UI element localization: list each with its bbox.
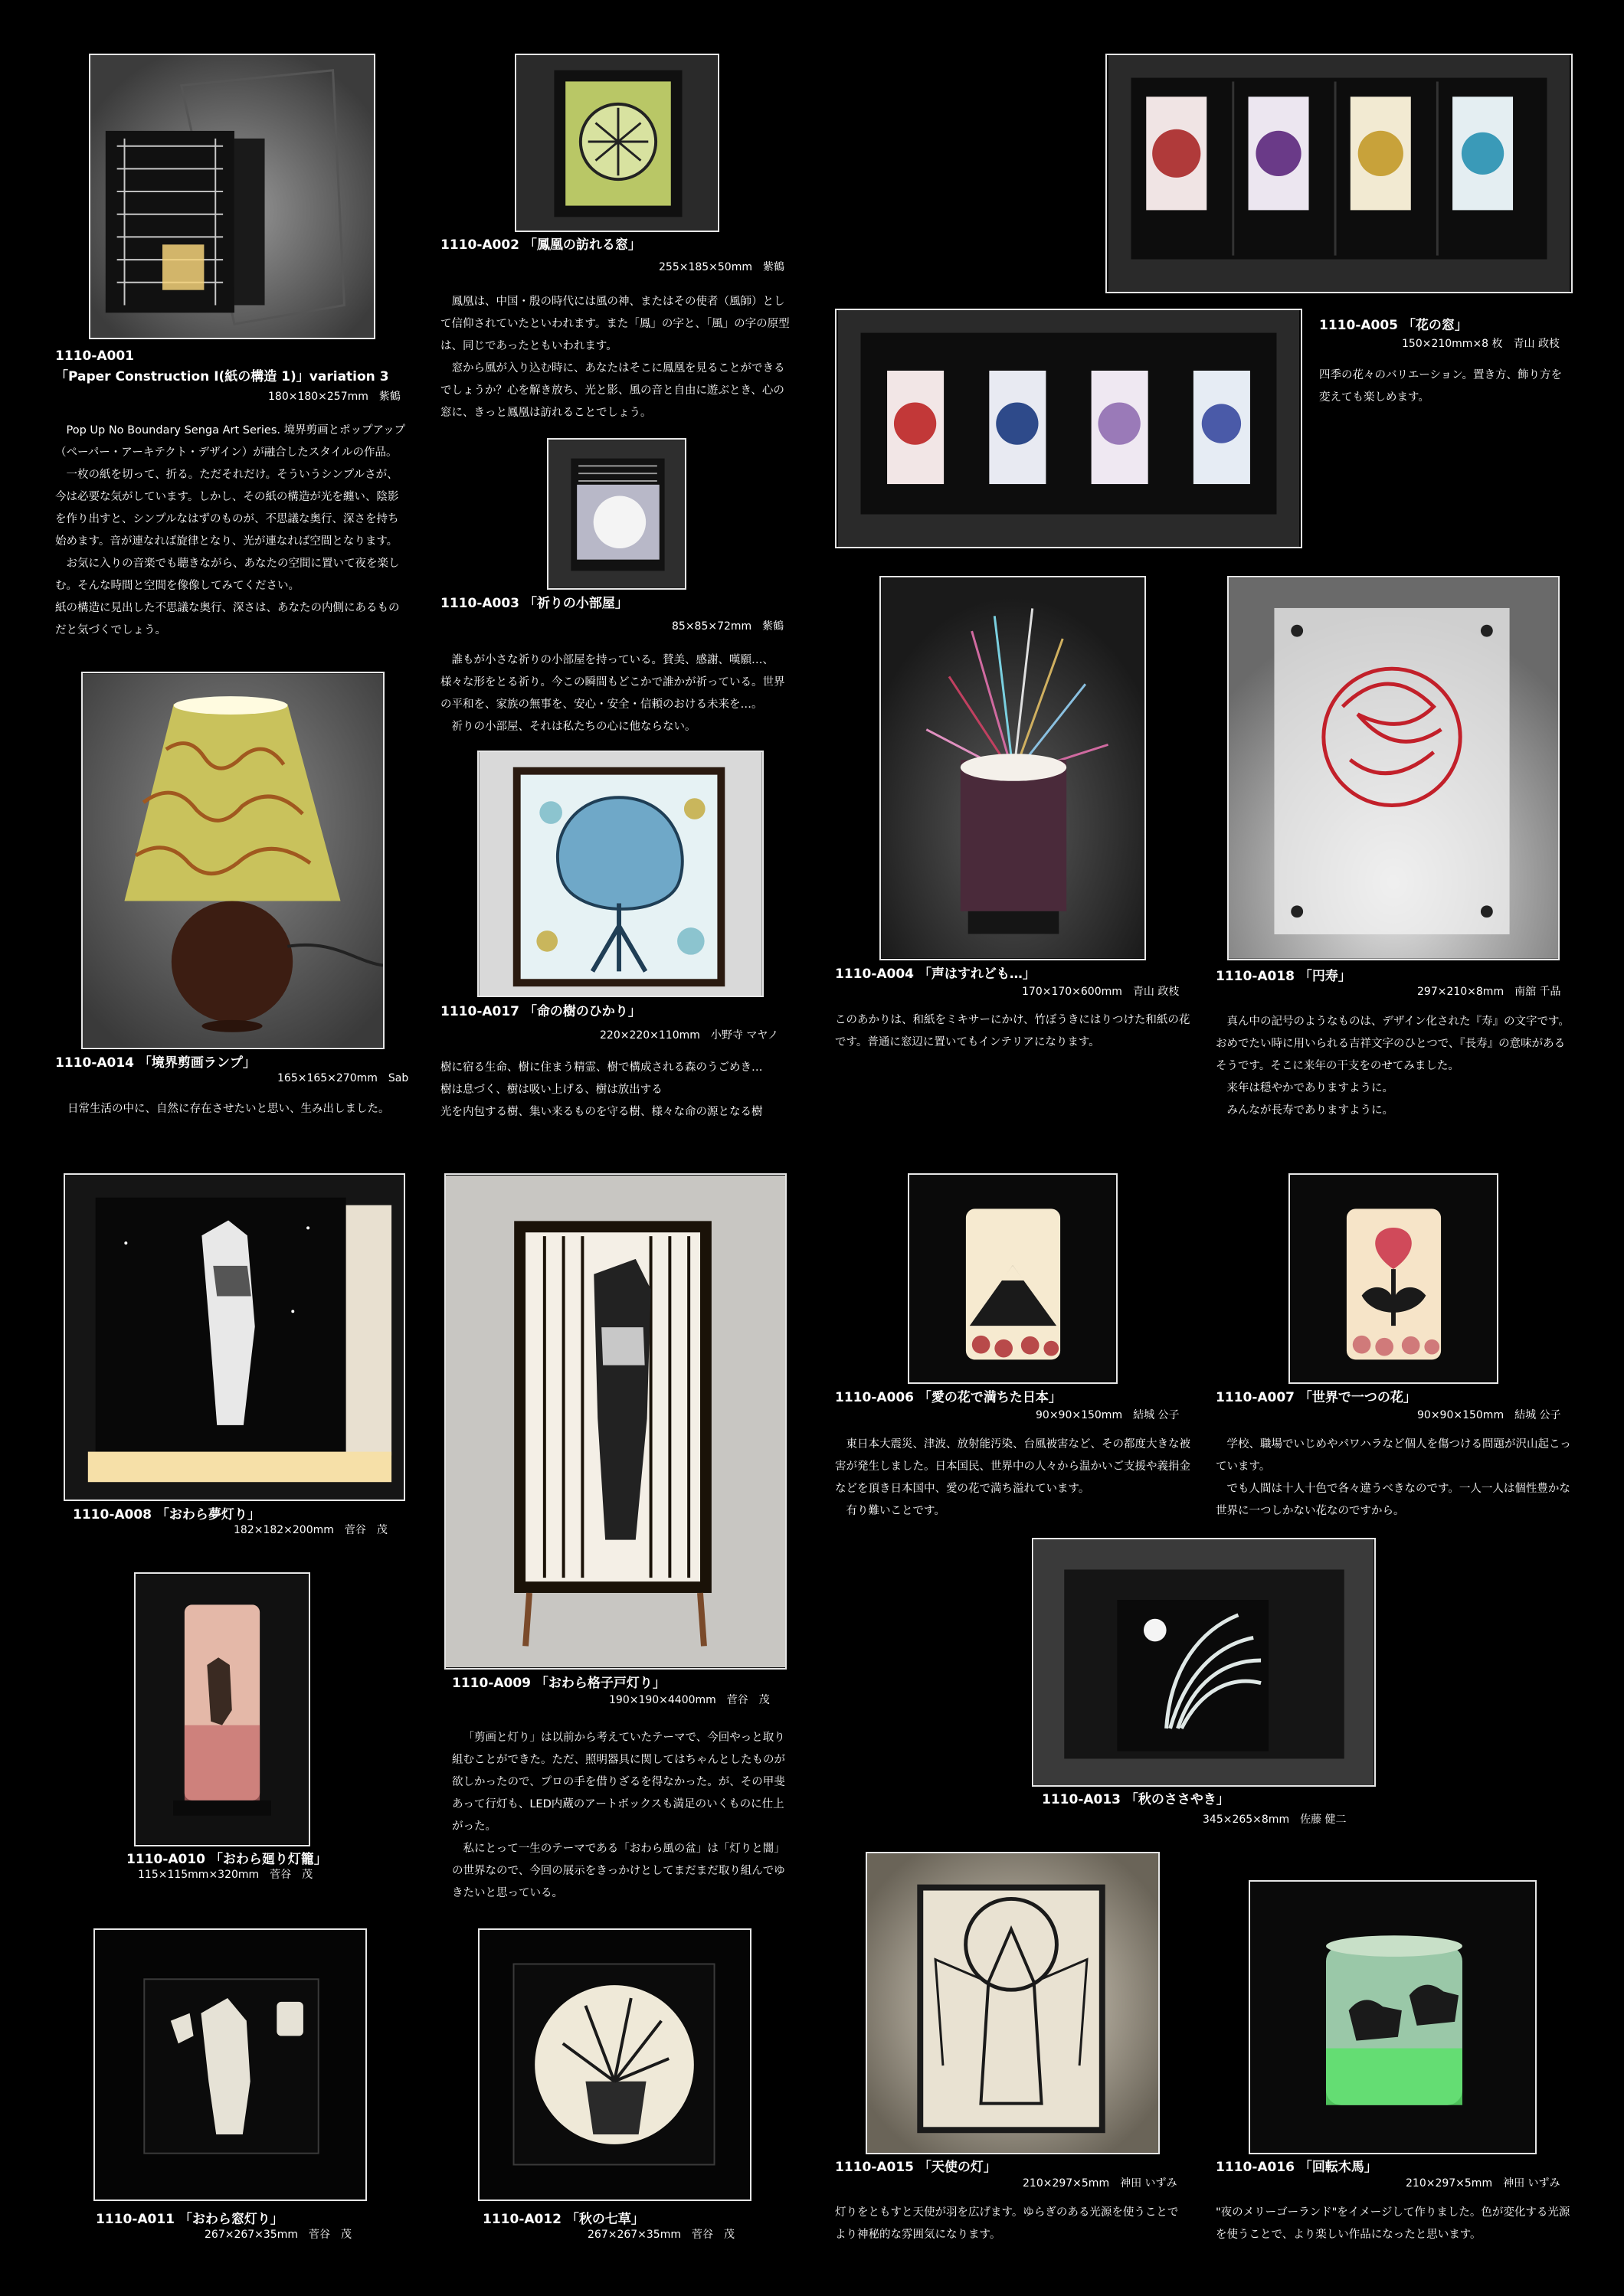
autumn-seven-herbs-illustration (480, 1930, 750, 2200)
title-a008: 1110-A008 「おわら夢灯り」 (73, 1507, 260, 1522)
spec-a001: 180×180×257mm 紫鶴 (268, 391, 401, 403)
paper-construction-lamp-illustration (90, 55, 374, 338)
spec-a005: 150×210mm×8 枚 青山 政枝 (1402, 338, 1560, 350)
photo-a018 (1227, 576, 1560, 960)
owara-window-lantern-illustration (95, 1930, 365, 2200)
spec-a012: 267×267×35mm 菅谷 茂 (588, 2229, 735, 2241)
desc-a003-p1: 誰もが小さな祈りの小部屋を持っている。賛美、感謝、嘆願…、様々な形をとる祈り。今この瞬間もどこかで誰かが祈っている。世界の平和を、家族の無事を、安心・安全・信頼のおける未来を…。 (440, 654, 785, 711)
desc-a006 (835, 1434, 1195, 1522)
photo-a005-top (1105, 54, 1573, 293)
photo-a006 (908, 1173, 1118, 1384)
desc-a015: 灯りをともすと天使が羽を広げます。ゆらぎのある光源を使うことでより神秘的な雰囲気になります。 (835, 2206, 1179, 2241)
flower-window-screen-illustration-2 (837, 310, 1301, 547)
spec-a011: 267×267×35mm 菅谷 茂 (205, 2229, 352, 2241)
title-a016: 1110-A016 「回転木馬」 (1216, 2160, 1377, 2175)
photo-a007 (1288, 1173, 1498, 1384)
desc-a017 (440, 1057, 801, 1123)
desc-a002-p1: 鳳凰は、中国・殷の時代には風の神、またはその使者（風師）として信仰されていたといわれます。また「鳳」の字と、「風」の字の原型は、同じであったともいわれます。 (440, 296, 790, 352)
title-a010: 1110-A010 「おわら廻り灯籠」 (126, 1852, 327, 1867)
photo-a004 (879, 576, 1146, 960)
owara-lattice-lantern-illustration (446, 1175, 785, 1668)
spec-a004: 170×170×600mm 青山 政枝 (1022, 986, 1180, 998)
desc-a001-p4: 紙の構造に見出した不思議な奥行、深さは、あなたの内側にあるものだと気づくでしょう。 (55, 602, 400, 636)
photo-a009 (444, 1173, 787, 1670)
desc-a001-p3: お気に入りの音楽でも聴きながら、あなたの空間に置いて夜を楽しむ。そんな時間と空間を像像してみてください。 (55, 558, 400, 592)
desc-a018-p1: 真ん中の記号のようなものは、デザイン化された『寿』の文字です。おめでたい時に用いられる吉祥文字のひとつで、『長寿』の意味があるそうです。そこに来年の干支をのせてみました。 (1216, 1016, 1570, 1072)
id-line-a001: 1110-A001 (55, 348, 135, 364)
kotobuki-panel-illustration (1229, 577, 1558, 959)
desc-a018-p2: 来年は穏やかでありますように。 (1226, 1082, 1393, 1094)
phoenix-window-illustration (516, 55, 718, 231)
photo-a017 (477, 751, 764, 997)
lamp-illustration (83, 673, 383, 1048)
photo-a008 (64, 1173, 405, 1501)
photo-a005-bottom (835, 309, 1302, 548)
spec-a007: 90×90×150mm 結城 公子 (1417, 1409, 1561, 1421)
spec-a002: 255×185×50mm 紫鶴 (659, 261, 784, 273)
title-a003: 1110-A003 「祈りの小部屋」 (440, 596, 628, 611)
title-a013: 1110-A013 「秋のささやき」 (1042, 1792, 1229, 1807)
desc-a001-p1: Pop Up No Boundary Senga Art Series. 境界剪画とポップアップ（ペーパー・アーキテクト・デザイン）が融合したスタイルの作品。 (55, 424, 406, 459)
desc-a004: このあかりは、和紙をミキサーにかけ、竹ぼうきにはりつけた和紙の花です。普通に窓辺に置いてもインテリアになります。 (835, 1014, 1190, 1048)
tree-of-life-panel-illustration (479, 752, 762, 996)
angel-light-illustration (867, 1853, 1158, 2153)
prayer-room-illustration (548, 440, 685, 588)
title-a011: 1110-A011 「おわら窓灯り」 (96, 2212, 283, 2227)
spec-a010: 115×115mm×320mm 菅谷 茂 (138, 1869, 313, 1881)
merry-go-round-illustration (1250, 1882, 1535, 2153)
title-a002: 1110-A002 「鳳凰の訪れる窓」 (440, 237, 641, 253)
spec-a017: 220×220×110mm 小野寺 マヤノ (600, 1029, 779, 1042)
title-a006: 1110-A006 「愛の花で満ちた日本」 (835, 1390, 1062, 1405)
desc-a003-p2: 祈りの小部屋、それは私たちの心に他ならない。 (451, 721, 696, 733)
photo-a012 (478, 1928, 751, 2201)
spec-a008: 182×182×200mm 菅谷 茂 (234, 1524, 388, 1536)
desc-a002 (440, 291, 793, 424)
desc-a007-p2: でも人間は十人十色で各々違うべきなのです。一人一人は個性豊かな世界に一つしかない花なのですから。 (1216, 1483, 1570, 1517)
desc-a016: "夜のメリーゴーランド"をイメージして作りました。色が変化する光源を使うことで、より楽しい作品になったと思います。 (1216, 2206, 1570, 2241)
spec-a006: 90×90×150mm 結城 公子 (1036, 1409, 1180, 1421)
title-a004: 1110-A004 「声はすれども…」 (835, 966, 1036, 982)
desc-a017-p3: 光を内包する樹、集い来るものを守る樹、様々な命の源となる樹 (440, 1106, 763, 1118)
photo-a011 (93, 1928, 367, 2201)
desc-a006-p2: 有り難いことです。 (846, 1505, 945, 1517)
spec-a013: 345×265×8mm 佐藤 健二 (1203, 1814, 1347, 1826)
spec-a003: 85×85×72mm 紫鶴 (672, 620, 784, 633)
photo-a016 (1249, 1880, 1537, 2154)
autumn-whisper-illustration (1033, 1539, 1374, 1785)
owara-revolving-lantern-illustration (136, 1574, 309, 1845)
paper-flower-bouquet-illustration (881, 577, 1144, 959)
photo-a002 (515, 54, 719, 232)
title-a018: 1110-A018 「円寿」 (1216, 969, 1351, 984)
title-a009: 1110-A009 「おわら格子戸灯り」 (452, 1676, 666, 1691)
spec-a009: 190×190×4400mm 菅谷 茂 (609, 1694, 770, 1706)
title-a007: 1110-A007 「世界で一つの花」 (1216, 1390, 1416, 1405)
desc-a002-p2: 窓から風が入り込む時に、あなたはそこに鳳凰を見ることができるでしょうか？心を解き放ち、光と影、風の音と自由に遊ぶとき、心の窓に、きっと鳳凰は訪れることでしょう。 (440, 362, 785, 419)
desc-a007-p1: 学校、職場でいじめやパワハラなど個人を傷つける問題が沢山起こっています。 (1216, 1438, 1571, 1473)
desc-a017-p1: 樹に宿る生命、樹に住まう精霊、樹で構成される森のうごめき… (440, 1061, 763, 1074)
photo-a014 (81, 672, 385, 1049)
desc-a009-p2: 私にとって一生のテーマである「おわら風の盆」は「灯りと闇」の世界なので、今回の展示をきっかけとしてまだまだ取り組んでゆきたいと思っている。 (452, 1843, 785, 1899)
owara-dream-lantern-illustration (65, 1175, 404, 1500)
title-a012: 1110-A012 「秋の七草」 (483, 2212, 644, 2227)
spec-a015: 210×297×5mm 神田 いずみ (1023, 2177, 1177, 2190)
title-a005: 1110-A005 「花の窓」 (1319, 318, 1468, 333)
desc-a001-p2: 一枚の紙を切って、折る。ただそれだけ。そういうシンプルさが、今は必要な気がしています。しかし、その紙の構造が光を纏い、陰影を作り出すと、シンプルなはずのものが、不思議な奥行、深さを持ち始めます。音が連なれば旋律となり、光が連なれば空間となります。 (55, 469, 399, 548)
photo-a013 (1032, 1538, 1376, 1787)
spec-a018: 297×210×8mm 南舘 千晶 (1417, 986, 1561, 998)
desc-a003 (440, 649, 793, 738)
title-a001: 「Paper Construction Ⅰ(紙の構造 1)」variation 3 (55, 369, 389, 384)
spec-a014: 165×165×270mm Sab (277, 1072, 409, 1084)
desc-a009-p1: 「剪画と灯り」は以前から考えていたテーマで、今回やっと取り組むことができた。ただ、照明器具に関してはちゃんとしたものが欲しかったので、プロの手を借りざるを得なかった。が、その甲斐あって行灯も、LED内蔵のアートボックスも満足のいくものに仕上がった。 (452, 1732, 785, 1833)
desc-a005: 四季の花々のバリエーション。置き方、飾り方を変えても楽しめます。 (1319, 369, 1562, 404)
photo-a015 (866, 1852, 1160, 2154)
desc-a001 (55, 420, 408, 642)
japan-love-flower-lantern-illustration (909, 1175, 1116, 1382)
flower-window-screen-illustration (1107, 55, 1571, 292)
desc-a009 (452, 1727, 789, 1905)
spec-a016: 210×297×5mm 神田 いずみ (1406, 2177, 1560, 2190)
photo-a010 (134, 1572, 310, 1846)
desc-a018-p3: みんなが長寿でありますように。 (1226, 1104, 1393, 1117)
desc-a017-p2: 樹は息づく、樹は吸い上げる、樹は放出する (440, 1084, 663, 1096)
title-a017: 1110-A017 「命の樹のひかり」 (440, 1004, 641, 1019)
desc-a006-p1: 東日本大震災、津波、放射能汚染、台風被害など、その都度大きな被害が発生しました。日本国民、世界中の人々から温かいご支援や義捐金などを頂き日本国中、愛の花で満ち溢れています。 (835, 1438, 1190, 1495)
desc-a007 (1216, 1434, 1576, 1522)
photo-a003 (547, 438, 686, 590)
title-a014: 1110-A014 「境界剪画ランプ」 (55, 1055, 256, 1071)
one-flower-lantern-illustration (1290, 1175, 1497, 1382)
desc-a014: 日常生活の中に、自然に存在させたいと思い、生み出しました。 (67, 1103, 390, 1115)
desc-a018 (1216, 1011, 1576, 1122)
photo-a001 (89, 54, 375, 339)
title-a015: 1110-A015 「天使の灯」 (835, 2160, 997, 2175)
